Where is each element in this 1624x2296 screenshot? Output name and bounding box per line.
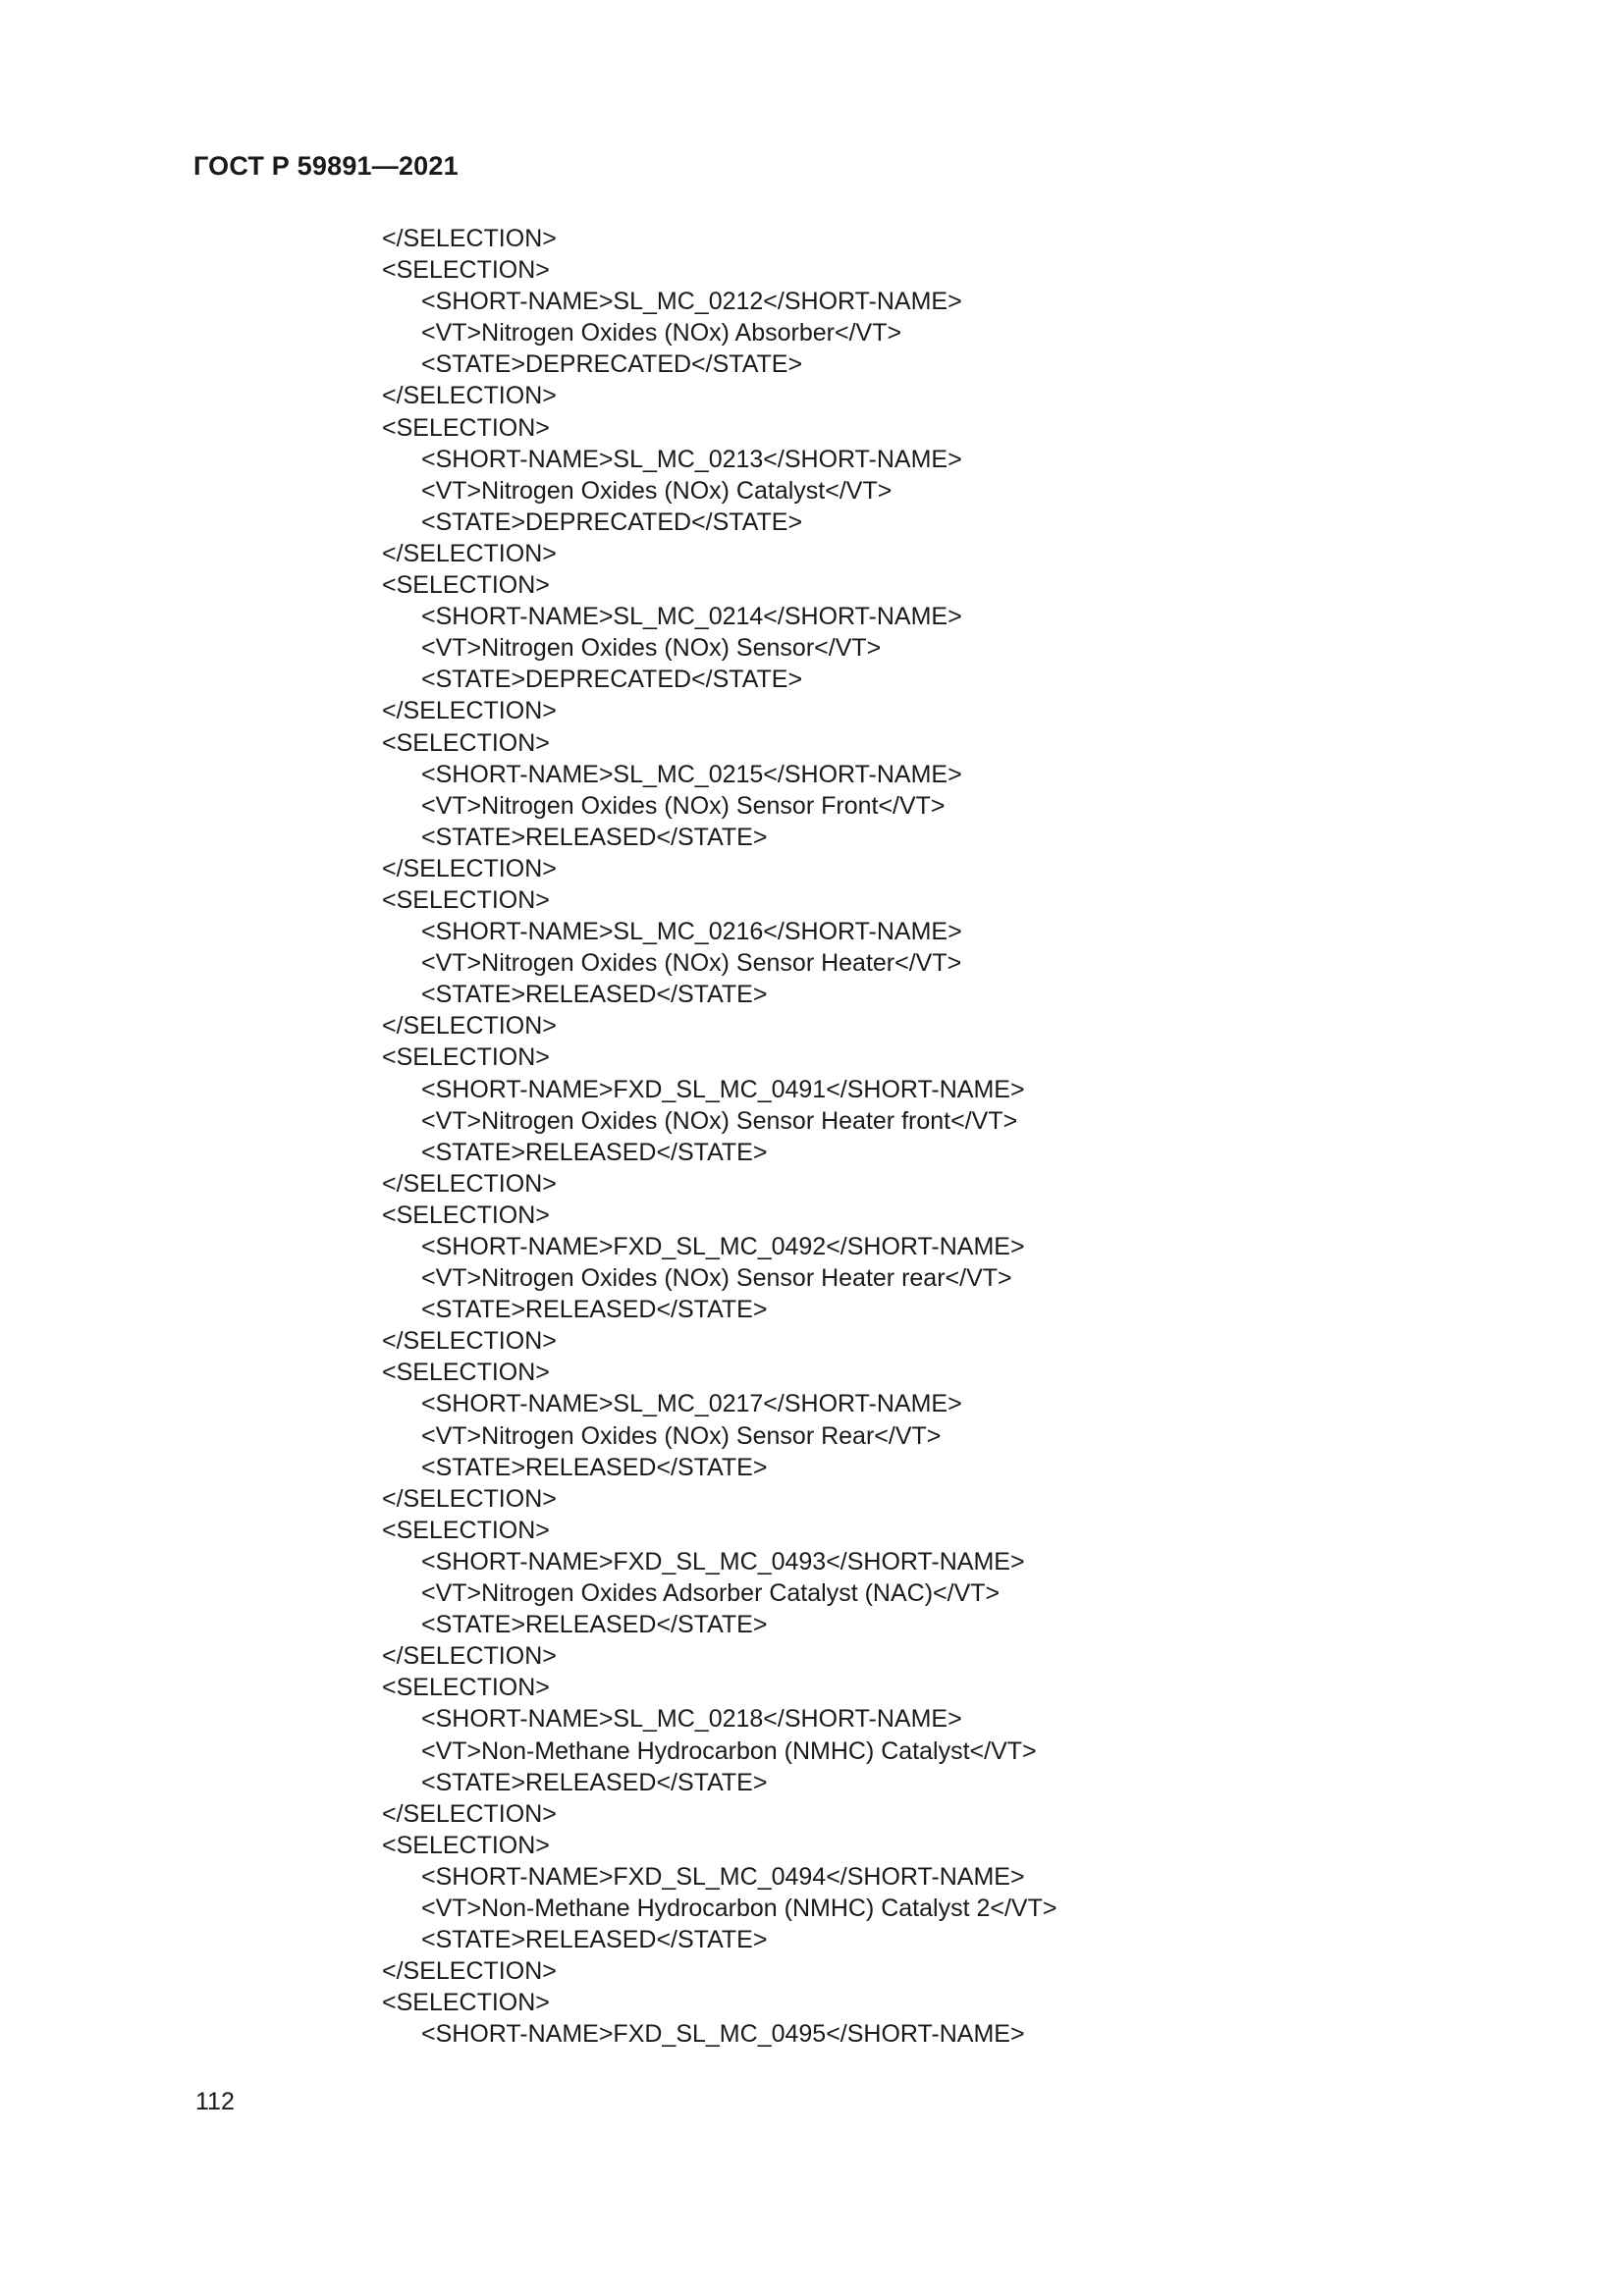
code-line: <SELECTION> [382,571,550,600]
code-line: <VT>Nitrogen Oxides (NOx) Sensor Heater front</VT> [421,1106,1018,1135]
code-line: <SELECTION> [382,413,550,442]
xml-code-listing [382,223,1056,2050]
code-line: <VT>Nitrogen Oxides (NOx) Sensor Heater</VT> [421,949,962,978]
code-line: <SELECTION> [382,1516,550,1544]
code-line: <VT>Nitrogen Oxides (NOx) Sensor</VT> [421,634,882,663]
code-line: <SELECTION> [382,1043,550,1072]
code-line: <SELECTION> [382,1831,550,1859]
code-line: </SELECTION> [382,1799,557,1828]
code-line: <VT>Nitrogen Oxides (NOx) Absorber</VT> [421,319,902,347]
code-line: <SELECTION> [382,1359,550,1387]
document-header-title: ГОСТ Р 59891—2021 [193,151,459,181]
code-line: <SELECTION> [382,1674,550,1702]
code-line: </SELECTION> [382,1327,557,1356]
code-line: </SELECTION> [382,1484,557,1513]
code-line: <STATE>DEPRECATED</STATE> [421,350,803,379]
code-line: </SELECTION> [382,1957,557,1986]
code-line: <STATE>RELEASED</STATE> [421,823,768,851]
code-line: </SELECTION> [382,1169,557,1198]
code-line: </SELECTION> [382,225,557,252]
code-line: <VT>Non-Methane Hydrocarbon (NMHC) Catalyst 2</VT> [421,1894,1057,1922]
code-line: <STATE>DEPRECATED</STATE> [421,666,803,694]
code-line: <SELECTION> [382,1201,550,1229]
code-line: <SHORT-NAME>SL_MC_0212</SHORT-NAME> [421,288,962,316]
code-line: <VT>Nitrogen Oxides (NOx) Catalyst</VT> [421,476,893,505]
code-line: <SHORT-NAME>SL_MC_0216</SHORT-NAME> [421,918,962,946]
code-line: <VT>Non-Methane Hydrocarbon (NMHC) Catalyst</VT> [421,1736,1037,1765]
code-line: <SHORT-NAME>FXD_SL_MC_0491</SHORT-NAME> [421,1075,1025,1103]
code-line: <SHORT-NAME>SL_MC_0217</SHORT-NAME> [421,1390,962,1418]
code-line: <VT>Nitrogen Oxides (NOx) Sensor Front</VT> [421,791,946,820]
code-line: <SELECTION> [382,1989,550,2017]
code-line: <SELECTION> [382,256,550,285]
code-line: <STATE>RELEASED</STATE> [421,1138,768,1166]
code-line: <SHORT-NAME>FXD_SL_MC_0493</SHORT-NAME> [421,1547,1025,1575]
code-line: <SHORT-NAME>FXD_SL_MC_0492</SHORT-NAME> [421,1233,1025,1260]
code-line: <STATE>RELEASED</STATE> [421,981,768,1009]
code-line: <SELECTION> [382,885,550,914]
code-line: </SELECTION> [382,382,557,410]
code-line: </SELECTION> [382,1642,557,1671]
code-line: <SHORT-NAME>SL_MC_0213</SHORT-NAME> [421,445,962,473]
code-line: </SELECTION> [382,1012,557,1041]
code-line: <STATE>DEPRECATED</STATE> [421,507,803,536]
code-line: <STATE>RELEASED</STATE> [421,1926,768,1954]
code-line: <SHORT-NAME>SL_MC_0214</SHORT-NAME> [421,603,962,631]
code-line: <SHORT-NAME>SL_MC_0218</SHORT-NAME> [421,1705,962,1734]
code-line: <VT>Nitrogen Oxides Adsorber Catalyst (NAC)</VT> [421,1579,1001,1608]
code-line: <SELECTION> [382,728,550,757]
page-number: 112 [195,2088,235,2115]
code-line: <SHORT-NAME>SL_MC_0215</SHORT-NAME> [421,760,962,788]
code-line: <SHORT-NAME>FXD_SL_MC_0494</SHORT-NAME> [421,1862,1025,1891]
code-line: <STATE>RELEASED</STATE> [421,1611,768,1639]
code-line: <STATE>RELEASED</STATE> [421,1768,768,1796]
code-line: <VT>Nitrogen Oxides (NOx) Sensor Rear</VT> [421,1421,942,1450]
code-line: </SELECTION> [382,854,557,882]
code-line: <SHORT-NAME>FXD_SL_MC_0495</SHORT-NAME> [421,2020,1025,2049]
code-line: </SELECTION> [382,697,557,725]
code-line: <STATE>RELEASED</STATE> [421,1453,768,1481]
code-line: </SELECTION> [382,539,557,567]
code-line: <VT>Nitrogen Oxides (NOx) Sensor Heater rear</VT> [421,1264,1012,1293]
code-line: <STATE>RELEASED</STATE> [421,1296,768,1324]
